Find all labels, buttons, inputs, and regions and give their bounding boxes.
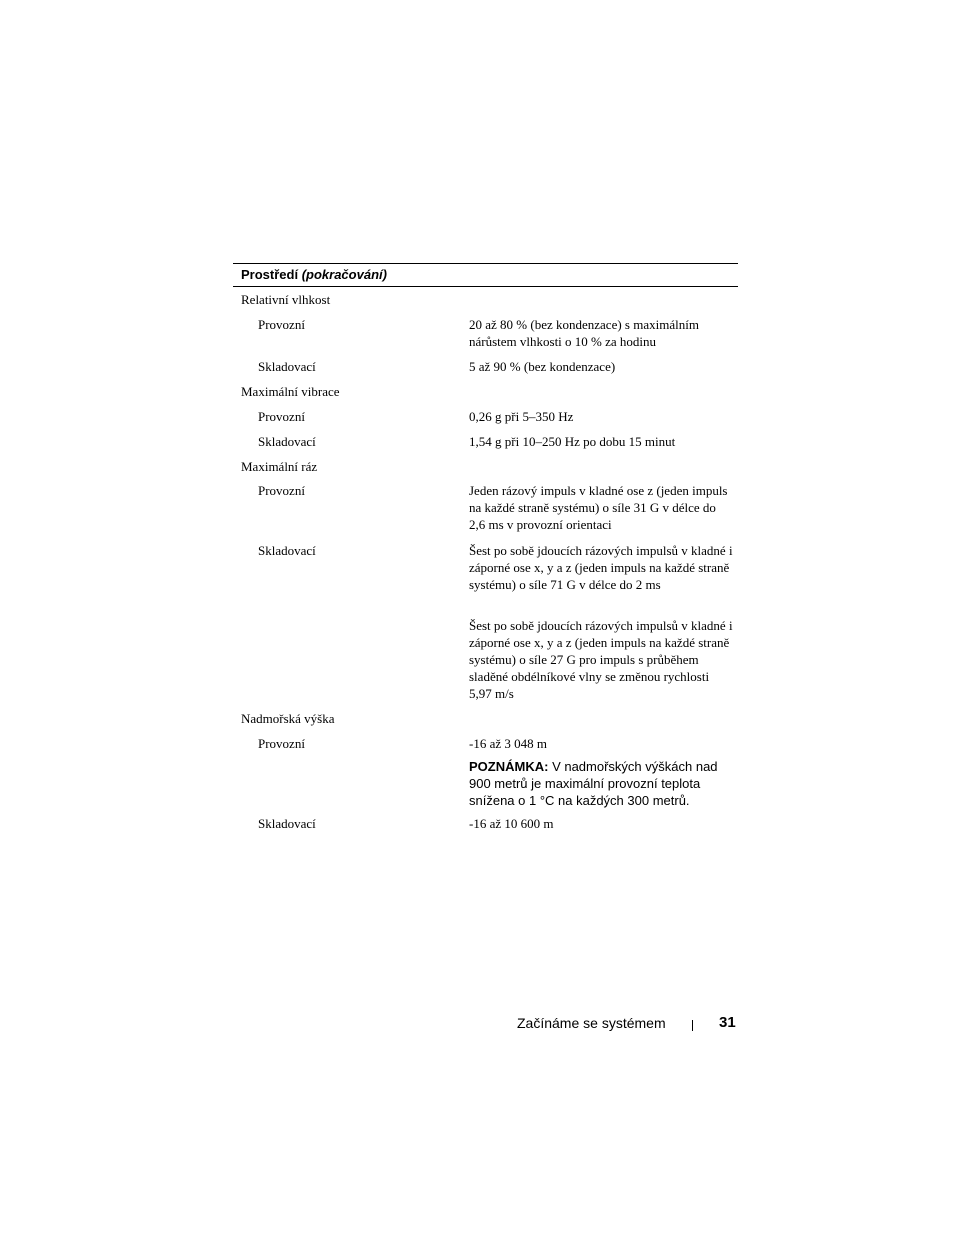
- sub-label: Provozní: [258, 317, 305, 332]
- category-label: Relativní vlhkost: [241, 292, 331, 307]
- value: -16 až 10 600 m: [469, 816, 554, 831]
- page-number: 31: [719, 1014, 736, 1031]
- value: Šest po sobě jdoucích rázových impulsů v kladné i záporné ose x, y a z (jeden impuls na každé straně systému) o síle 27 G pro impuls s průběhem sladěné obdélníkové vlny se změnou rychlosti 5,97 m/s: [469, 618, 733, 701]
- sub-label: Skladovací: [258, 359, 316, 374]
- sub-label: Skladovací: [258, 543, 316, 558]
- note-text: V nadmořských výškách nad 900 metrů je maximální provozní teplota snížena o 1 °C na každých 300 metrů.: [469, 759, 718, 808]
- value: Šest po sobě jdoucích rázových impulsů v kladné i záporné ose x, y a z (jeden impuls na každé straně systému) o síle 71 G v délce do 2 ms: [469, 543, 733, 592]
- footer-separator: [692, 1020, 693, 1031]
- sub-label: Skladovací: [258, 816, 316, 831]
- table-header: [233, 263, 738, 287]
- value: 0,26 g při 5–350 Hz: [469, 409, 574, 424]
- header-title: Prostředí: [241, 267, 299, 282]
- value: 20 až 80 % (bez kondenzace) s maximálním nárůstem vlhkosti o 10 % za hodinu: [469, 317, 699, 349]
- sub-label: Provozní: [258, 483, 305, 498]
- spec-table: [233, 263, 738, 831]
- value: Jeden rázový impuls v kladné ose z (jeden impuls na každé straně systému) o síle 31 G v délce do 2,6 ms v provozní orientaci: [469, 483, 728, 532]
- sub-label: Provozní: [258, 736, 305, 751]
- value: 5 až 90 % (bez kondenzace): [469, 359, 616, 374]
- value: -16 až 3 048 m: [469, 736, 547, 751]
- note-label: POZNÁMKA:: [469, 759, 549, 774]
- category-label: Maximální vibrace: [241, 384, 340, 399]
- sub-label: Skladovací: [258, 434, 316, 449]
- category-label: Nadmořská výška: [241, 711, 335, 726]
- header-continued: (pokračování): [301, 267, 387, 282]
- category-label: Maximální ráz: [241, 459, 318, 474]
- note: [469, 758, 739, 809]
- footer-title: Začínáme se systémem: [517, 1015, 666, 1031]
- sub-label: Provozní: [258, 409, 305, 424]
- value: 1,54 g při 10–250 Hz po dobu 15 minut: [469, 434, 676, 449]
